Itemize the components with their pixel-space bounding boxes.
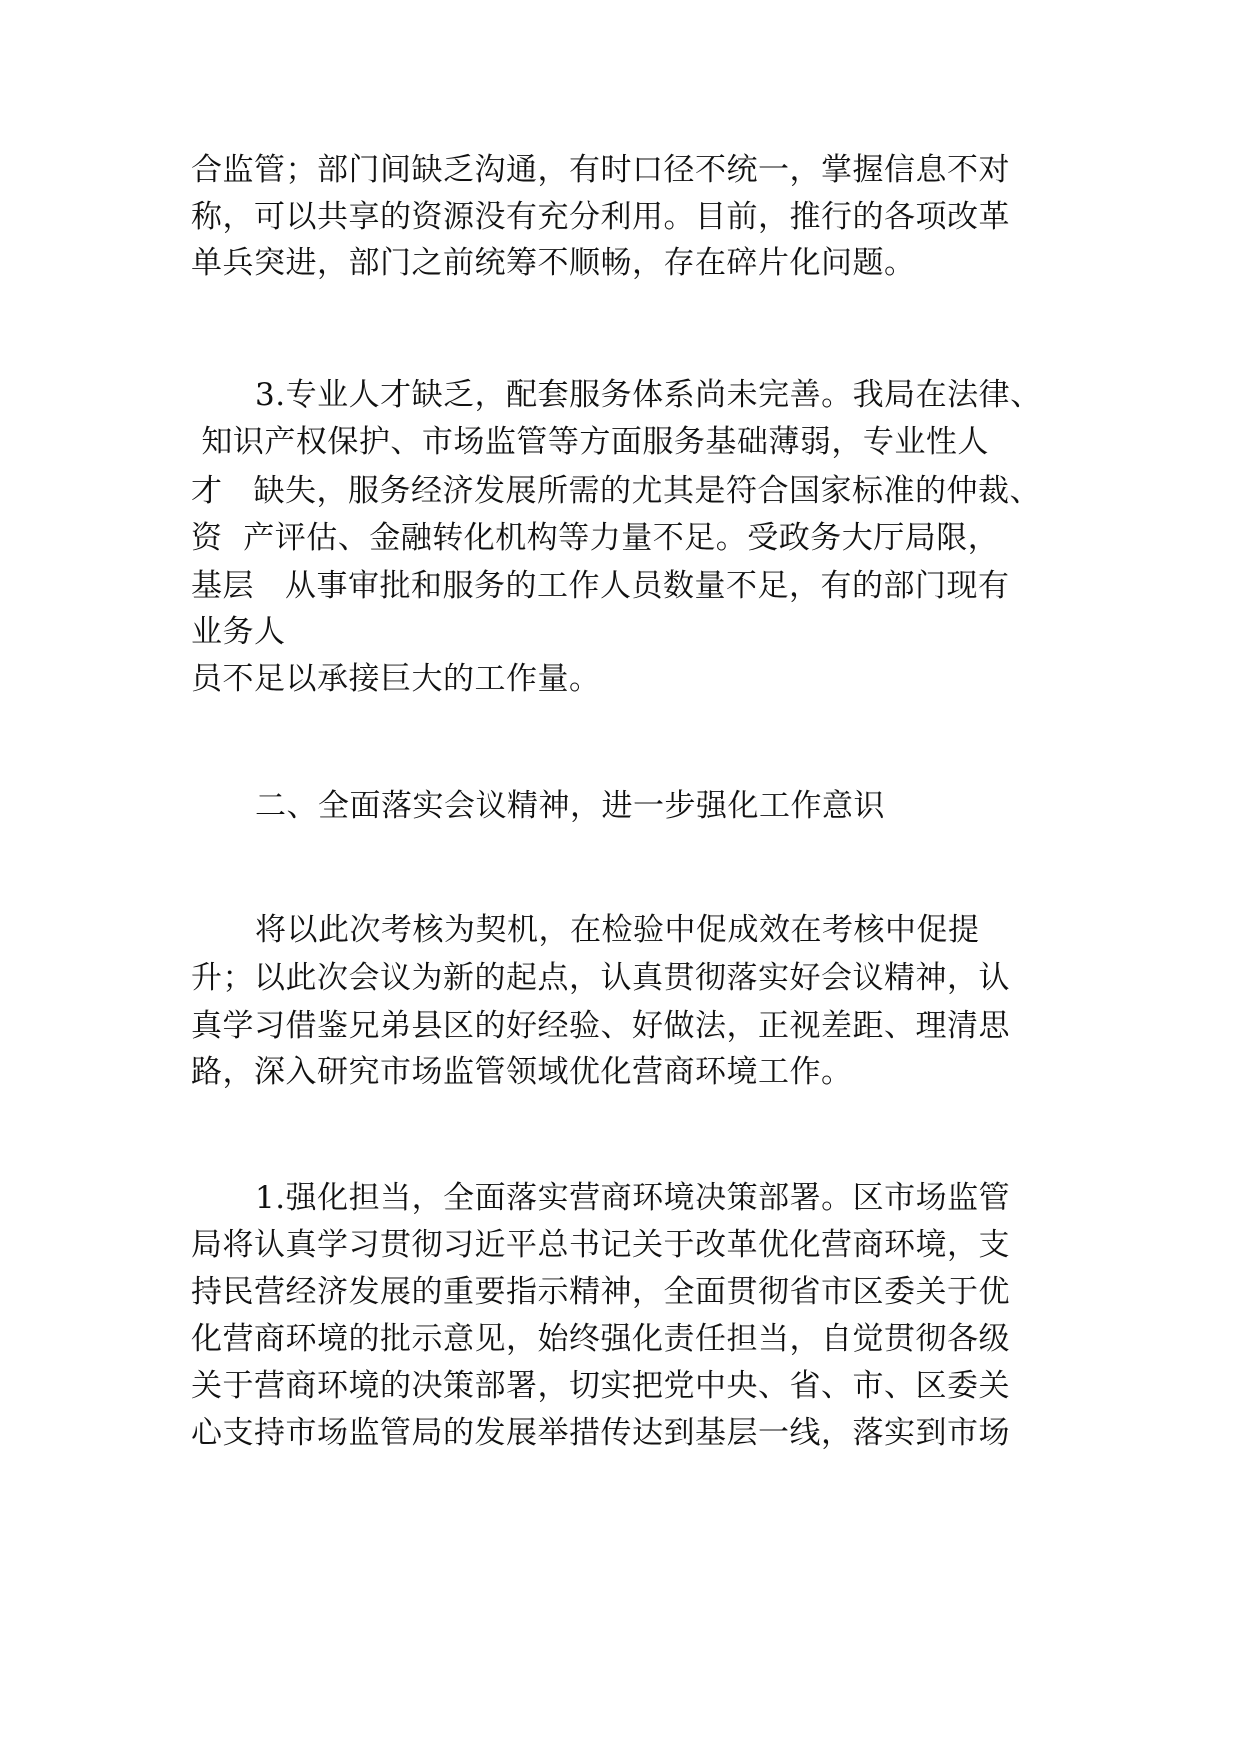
- text-line: 基层 从事审批和服务的工作人员数量不足，有的部门现有: [191, 568, 1010, 604]
- text-line: 局将认真学习贯彻习近平总书记关于改革优化营商环境，支: [191, 1227, 1010, 1263]
- text-line: 单兵突进，部门之前统筹不顺畅，存在碎片化问题。: [191, 245, 916, 281]
- text-line: 升；以此次会议为新的起点，认真贯彻落实好会议精神，认: [191, 960, 1010, 996]
- text-line: 真学习借鉴兄弟县区的好经验、好做法，正视差距、理清思: [191, 1008, 1010, 1044]
- text-line: 3.专业人才缺乏，配套服务体系尚未完善。我局在法律、: [255, 377, 1042, 413]
- text-line: 称，可以共享的资源没有充分利用。目前，推行的各项改革: [191, 199, 1010, 235]
- text-line: 业务人: [191, 614, 286, 650]
- text-line: 才 缺失，服务经济发展所需的尤其是符合国家标准的仲裁、: [191, 473, 1042, 509]
- text-line: 持民营经济发展的重要指示精神，全面贯彻省市区委关于优: [191, 1274, 1010, 1310]
- section-heading: 二、全面落实会议精神，进一步强化工作意识: [255, 788, 885, 824]
- text-line: 资 产评估、金融转化机构等力量不足。受政务大厅局限，: [191, 520, 1000, 556]
- text-line: 关于营商环境的决策部署，切实把党中央、省、市、区委关: [191, 1368, 1010, 1404]
- text-line: 合监管；部门间缺乏沟通，有时口径不统一，掌握信息不对: [191, 152, 1010, 188]
- text-line: 路，深入研究市场监管领域优化营商环境工作。: [191, 1054, 853, 1090]
- text-line: 将以此次考核为契机，在检验中促成效在考核中促提: [255, 912, 980, 948]
- text-line: 心支持市场监管局的发展举措传达到基层一线，落实到市场: [191, 1415, 1010, 1451]
- text-line: 化营商环境的批示意见，始终强化责任担当，自觉贯彻各级: [191, 1321, 1010, 1357]
- text-line: 知识产权保护、市场监管等方面服务基础薄弱，专业性人: [191, 424, 989, 460]
- text-line: 员不足以承接巨大的工作量。: [191, 661, 601, 697]
- text-line: 1.强化担当，全面落实营商环境决策部署。区市场监管: [255, 1180, 1011, 1216]
